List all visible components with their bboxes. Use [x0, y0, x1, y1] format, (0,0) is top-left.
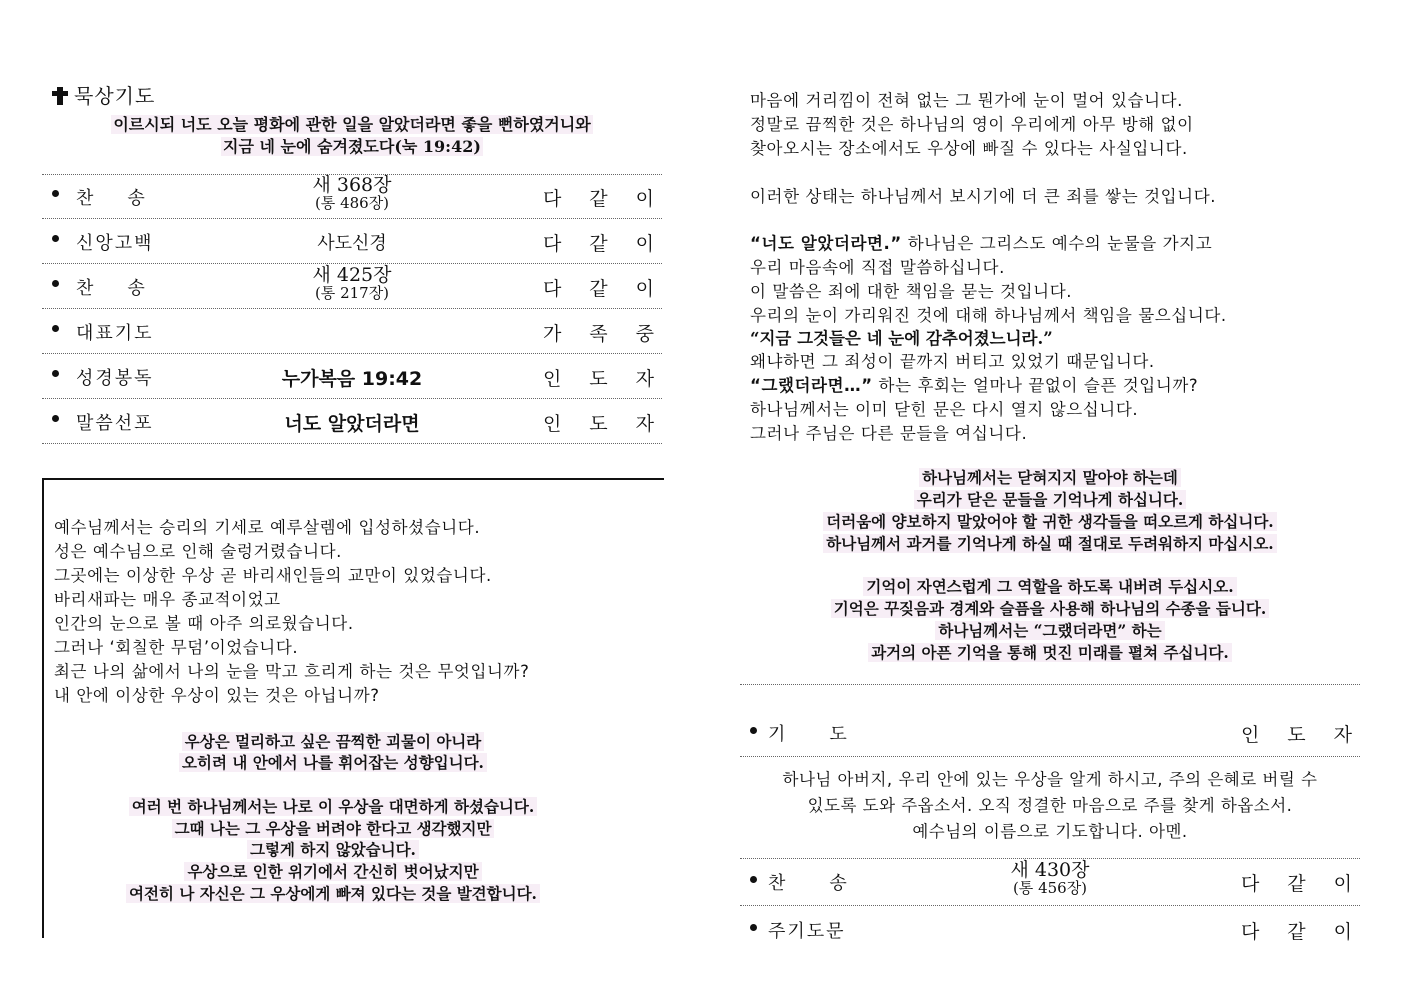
order-label: 찬송 [76, 278, 179, 299]
bullet-icon [750, 876, 757, 883]
order-center: 사도신경 [317, 233, 387, 254]
body-line: 왜냐하면 그 죄성이 끝까지 버티고 있었기 때문입니다. [750, 352, 1155, 371]
order-leader: 인도자 [542, 413, 682, 435]
sermon-emphasis: 우상은 멀리하고 싶은 끔찍한 괴물이 아니라 [44, 730, 622, 752]
order-leader: 다같이 [1240, 873, 1380, 895]
order-label: 찬송 [768, 873, 891, 894]
order-leader: 인도자 [1240, 724, 1380, 746]
order-row-scripture [42, 354, 682, 399]
sermon-line: 그곳에는 이상한 우상 곧 바리새인들의 교만이 있었습니다. [54, 566, 492, 585]
bullet-icon [750, 924, 757, 931]
emphasis-line: 우리가 닫은 문들을 기억나게 하십니다. [740, 488, 1360, 510]
verse-line-1: 이르시되 너도 오늘 평화에 관한 일을 알았더라면 좋을 뻔하였거니와 [113, 115, 591, 134]
emphasis-line: 기억이 자연스럽게 그 역할을 하도록 내버려 두십시오. [740, 575, 1360, 597]
order-leader: 다같이 [1240, 921, 1380, 943]
order-row-creed [42, 219, 682, 264]
order-label: 주기도문 [768, 921, 846, 942]
order-label: 신앙고백 [76, 233, 154, 254]
bullet-icon [52, 235, 59, 242]
bullet-icon [52, 415, 59, 422]
order-label: 찬송 [76, 188, 179, 209]
emphasis-line: 기억은 꾸짖음과 경계와 슬픔을 사용해 하나님의 수종을 듭니다. [740, 597, 1360, 619]
sermon-line: 그러나 ‘회칠한 무덤’이었습니다. [54, 638, 299, 657]
order-label: 기도 [768, 724, 891, 745]
sermon-emphasis: 오히려 내 안에서 나를 휘어잡는 성향입니다. [44, 751, 622, 773]
order-label: 성경봉독 [76, 368, 154, 389]
order-row-hymn-2 [42, 264, 682, 309]
prayer-line: 하나님 아버지, 우리 안에 있는 우상을 알게 하시고, 주의 은혜로 버릴 수 [782, 770, 1318, 789]
cross-icon [52, 87, 68, 105]
bullet-icon [52, 325, 59, 332]
order-row-hymn [740, 858, 1380, 906]
prayer-line: 예수님의 이름으로 기도합니다. 아멘. [912, 822, 1188, 841]
body-line: 정말로 끔찍한 것은 하나님의 영이 우리에게 아무 방해 없이 [750, 115, 1194, 134]
order-leader: 가족중 [542, 323, 682, 345]
emphasis-line: 과거의 아픈 기억을 통해 멋진 미래를 펼쳐 주십니다. [740, 641, 1360, 663]
quote-text: “그랬더라면…” [750, 376, 873, 395]
body-line: 이러한 상태는 하나님께서 보시기에 더 큰 죄를 쌓는 것입니다. [750, 187, 1217, 206]
body-line: 찾아오시는 장소에서도 우상에 빠질 수 있다는 사실입니다. [750, 139, 1188, 158]
order-row-sermon [42, 399, 682, 444]
emphasis-line: 하나님께서 과거를 기억나게 하실 때 절대로 두려워하지 마십시오. [740, 532, 1360, 554]
sermon-emphasis: 우상으로 인한 위기에서 간신히 벗어났지만 [44, 860, 622, 882]
verse-line-2: 지금 네 눈에 숨겨졌도다(눅 19:42) [223, 137, 481, 156]
order-center: 새 368장 (통 486장) [312, 174, 392, 212]
order-row-lords-prayer [740, 906, 1380, 954]
section-title: 묵상기도 [52, 80, 155, 109]
sermon-line: 인간의 눈으로 볼 때 아주 의로웠습니다. [54, 614, 354, 633]
order-row-prayer [740, 709, 1380, 757]
bullet-icon [750, 727, 757, 734]
sermon-line: 최근 나의 삶에서 나의 눈을 막고 흐리게 하는 것은 무엇입니까? [54, 662, 530, 681]
emphasis-line: 하나님께서는 닫혀지지 말아야 하는데 [740, 466, 1360, 488]
sermon-emphasis: 그렇게 하지 않았습니다. [44, 838, 622, 860]
prayer-line: 있도록 도와 주옵소서. 오직 정결한 마음으로 주를 찾게 하옵소서. [807, 796, 1293, 815]
bullet-icon [52, 370, 59, 377]
body-line: 우리의 눈이 가리워진 것에 대해 하나님께서 책임을 물으십니다. [750, 306, 1227, 325]
quote-text: “너도 알았더라면.” [750, 234, 902, 253]
emphasis-line: 하나님께서는 “그랬더라면” 하는 [740, 619, 1360, 641]
order-leader: 다같이 [542, 233, 682, 255]
sermon-emphasis: 여러 번 하나님께서는 나로 이 우상을 대면하게 하셨습니다. [44, 795, 622, 817]
body-line: “너도 알았더라면.” 하나님은 그리스도 예수의 눈물을 가지고 [750, 234, 1213, 253]
order-leader: 다같이 [542, 278, 682, 300]
order-row-prayer [42, 309, 682, 354]
body-line: 하나님께서는 이미 닫힌 문은 다시 열지 않으십니다. [750, 400, 1139, 419]
order-leader: 인도자 [542, 368, 682, 390]
order-label: 말씀선포 [76, 413, 154, 434]
body-line: 우리 마음속에 직접 말씀하십니다. [750, 258, 1005, 277]
sermon-line: 성은 예수님으로 인해 술렁거렸습니다. [54, 542, 343, 561]
sermon-emphasis: 그때 나는 그 우상을 버려야 한다고 생각했지만 [44, 817, 622, 839]
order-center: 새 430장 (통 456장) [1010, 859, 1090, 897]
order-center: 새 425장 (통 217장) [312, 264, 392, 302]
body-line: 마음에 거리낌이 전혀 없는 그 뭔가에 눈이 멀어 있습니다. [750, 91, 1184, 110]
order-center: 누가복음 19:42 [281, 368, 423, 390]
body-line: 그러나 주님은 다른 문들을 여십니다. [750, 424, 1028, 443]
bullet-icon [52, 280, 59, 287]
order-divider [740, 684, 1360, 685]
quote-text: “지금 그것들은 네 눈에 감추어졌느니라.” [750, 329, 1053, 348]
sermon-emphasis: 여전히 나 자신은 그 우상에게 빠져 있다는 것을 발견합니다. [44, 882, 622, 904]
bullet-icon [52, 190, 59, 197]
body-line: 이 말씀은 죄에 대한 책임을 묻는 것입니다. [750, 282, 1073, 301]
order-leader: 다같이 [542, 188, 682, 210]
emphasis-line: 더러움에 양보하지 말았어야 할 귀한 생각들을 떠오르게 하십니다. [740, 510, 1360, 532]
body-line: “그랬더라면…” 하는 후회는 얼마나 끝없이 슬픈 것입니까? [750, 376, 1199, 395]
sermon-line: 예수님께서는 승리의 기세로 예루살렘에 입성하셨습니다. [54, 518, 481, 537]
sermon-box [42, 478, 664, 938]
sermon-line: 내 안에 이상한 우상이 있는 것은 아닙니까? [54, 686, 380, 705]
order-row-hymn-1 [42, 174, 682, 219]
order-label: 대표기도 [76, 323, 154, 344]
order-center: 너도 알았더라면 [284, 413, 420, 435]
sermon-line: 바리새파는 매우 종교적이었고 [54, 590, 281, 609]
